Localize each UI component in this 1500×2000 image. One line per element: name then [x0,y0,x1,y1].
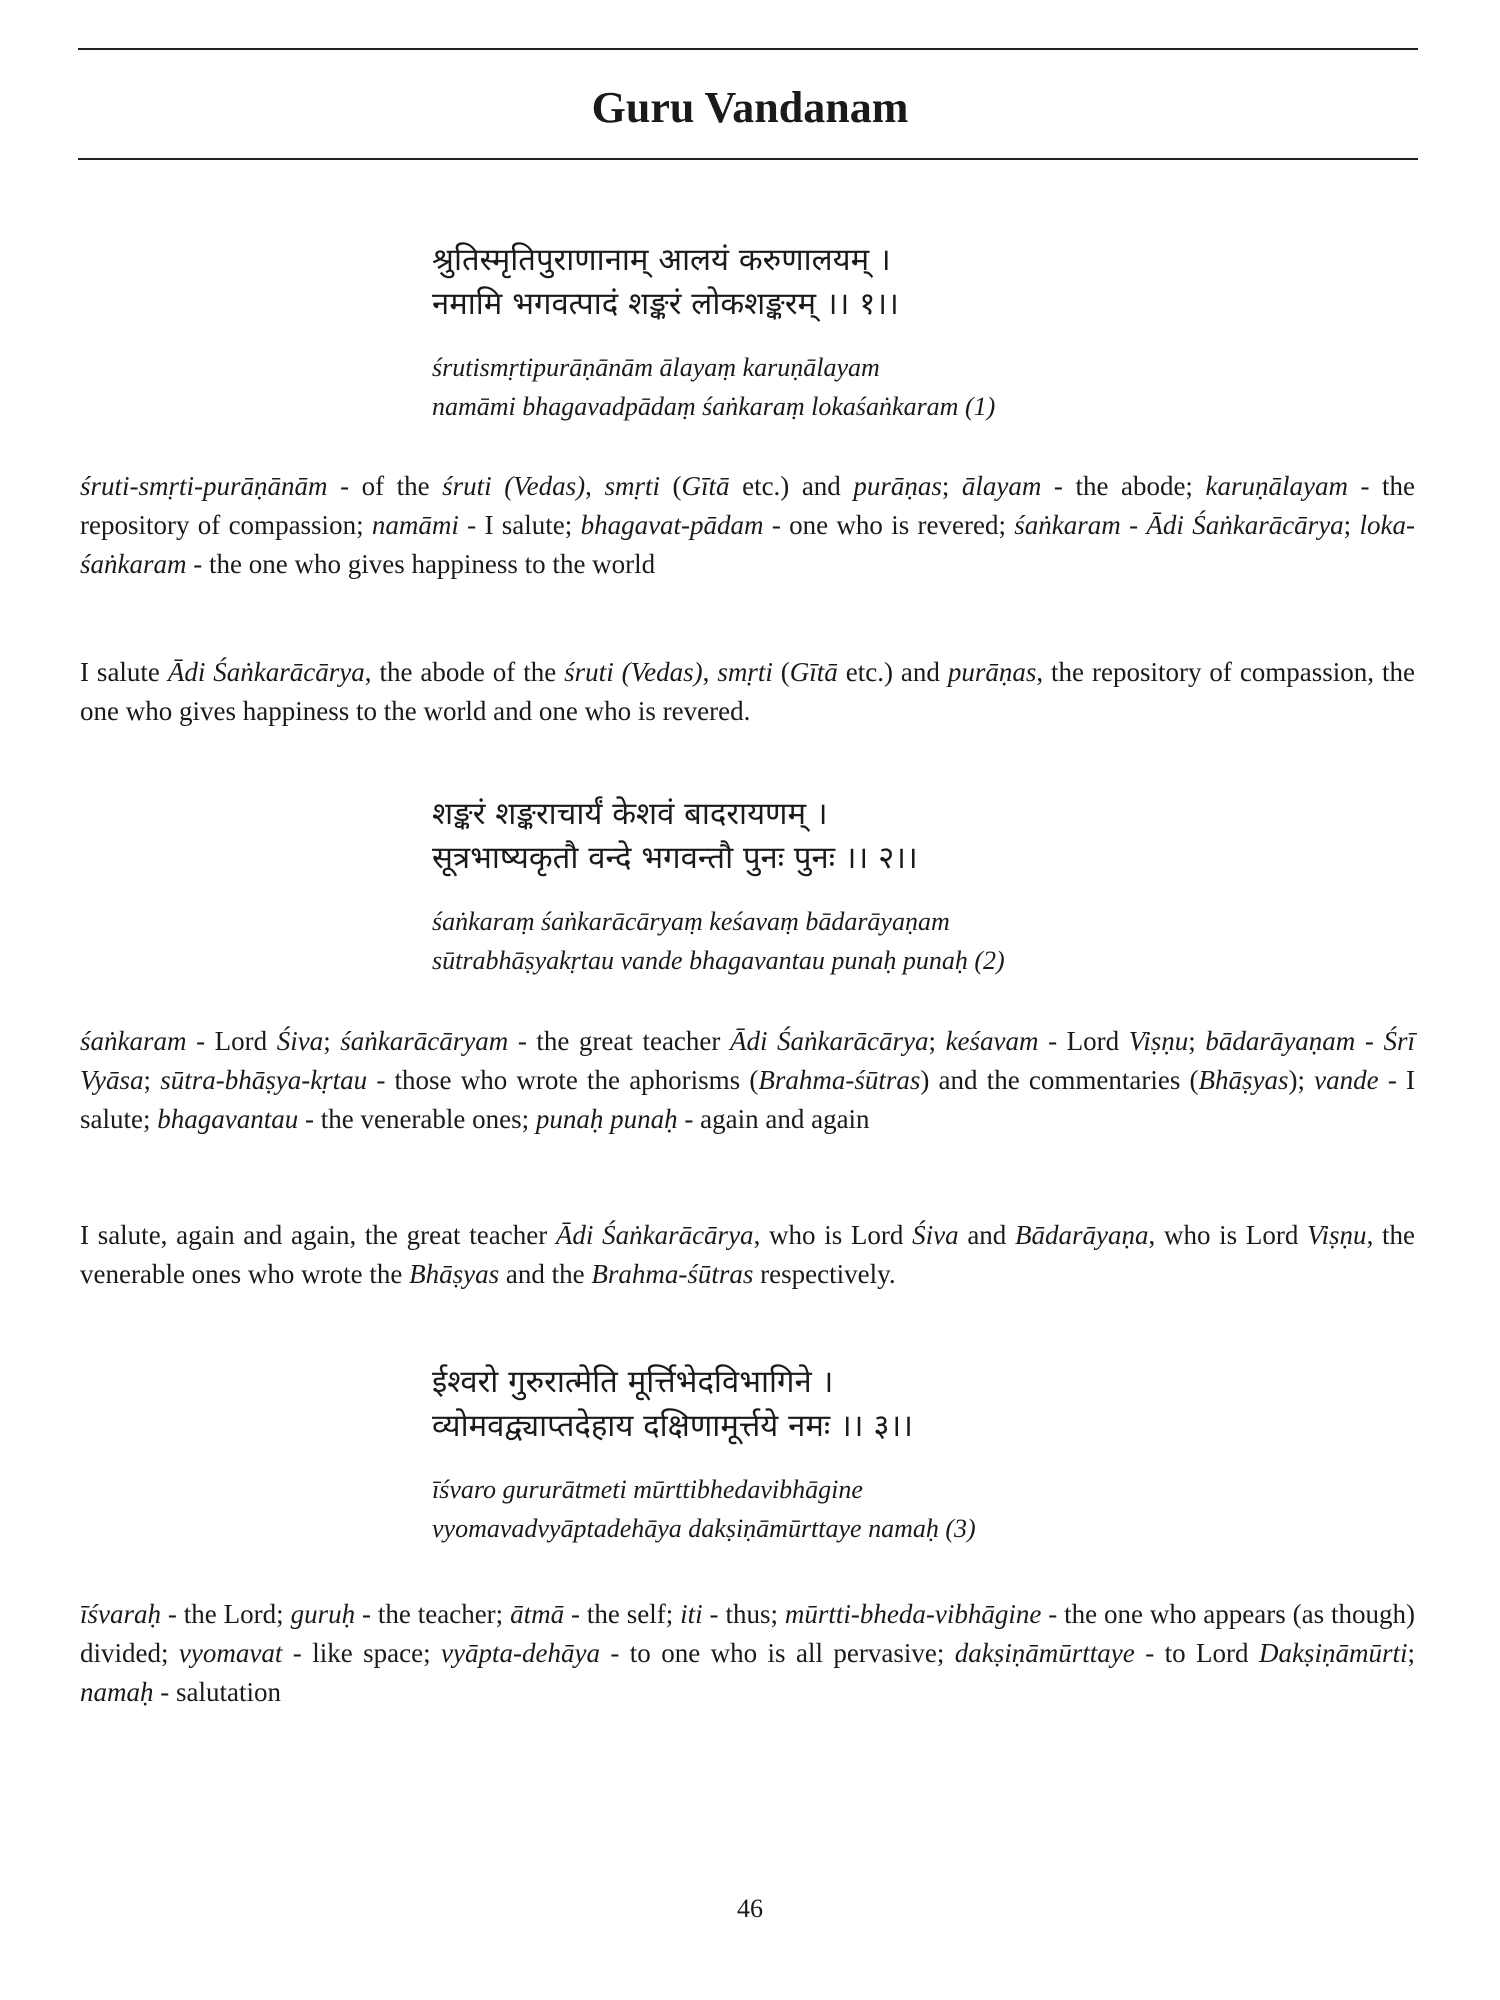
gloss2-segment: ; [928,1026,946,1056]
verse-3-devanagari-line-2: व्योमवद्व्याप्तदेहाय दक्षिणामूर्त्तये नमः ।। ३।। [432,1408,913,1444]
gloss1-segment: - the abode; [1041,471,1206,501]
verse-2-transliteration-line-2: sūtrabhāṣyakṛtau vande bhagavantau punaḥ punaḥ (2) [432,946,1005,975]
trans2-segment: Viṣṇu [1307,1220,1367,1250]
trans1-segment: , the abode of the [364,657,565,687]
trans2-segment: Ādi Śaṅkarācārya [555,1220,754,1250]
page-number: 46 [737,1894,763,1923]
gloss1-segment: - one who is revered; [763,510,1015,540]
verse-1-transliteration-line-1: śrutismṛtipurāṇānām ālayaṃ karuṇālayam [432,353,880,382]
gloss1-segment: Gītā [681,471,730,501]
trans1-segment: purāṇas [947,657,1037,687]
verse-2-devanagari-line-1: शङ्करं शङ्कराचार्यं केशवं बादरायणम् । [432,796,828,832]
gloss1-segment: etc.) and [729,471,854,501]
trans2-segment: Śiva [912,1220,959,1250]
trans1-segment: I salute [80,657,168,687]
gloss1-segment: - the repository of compassion; [80,471,1415,540]
translation-2 [80,1216,1415,1294]
verse-3-transliteration-line-2: vyomavadvyāptadehāya dakṣiṇāmūrttaye namaḥ (3) [432,1514,976,1543]
verse-3-devanagari-line-1: ईश्वरो गुरुरात्मेति मूर्त्तिभेदविभागिने । [432,1364,834,1400]
gloss3-segment: - the one who appears (as though) divided; [80,1599,1415,1668]
gloss1-segment: karuṇālayam [1205,471,1348,501]
gloss3-segment: iti [680,1599,703,1629]
trans2-segment: Brahma-śūtras [591,1259,754,1289]
trans2-segment: , the venerable ones who wrote the [80,1220,1416,1289]
gloss1-segment: - I salute; [458,510,581,540]
gloss1-segment: - the one who gives happiness to the world [186,549,656,579]
gloss2-segment: - I salute; [80,1065,1415,1134]
verse-1-devanagari-line-1: श्रुतिस्मृतिपुराणानाम् आलयं करुणालयम् । [432,242,891,278]
gloss2-segment: śaṅkarācāryam [340,1026,509,1056]
gloss1-segment: - of the [327,471,443,501]
gloss1-segment: namāmi [371,510,459,540]
trans1-segment: Ādi Śaṅkarācārya [167,657,365,687]
verse-1 [432,238,1432,426]
gloss2-segment: - Lord [186,1026,277,1056]
gloss1-segment: purāṇas [853,471,942,501]
gloss-1 [80,467,1415,584]
gloss3-segment: - like space; [282,1638,442,1668]
gloss2-segment: bādarāyaṇam [1205,1026,1356,1056]
gloss1-segment: smṛti [604,471,660,501]
gloss2-segment: ; [143,1065,161,1095]
gloss2-segment: ; [1188,1026,1206,1056]
gloss2-segment: keśavam [945,1026,1039,1056]
gloss1-segment: loka-śaṅkaram [80,510,1415,579]
gloss2-segment: sūtra-bhāṣya-kṛtau [160,1065,368,1095]
gloss3-segment: - the Lord; [161,1599,291,1629]
gloss1-segment: , [585,471,605,501]
gloss2-segment: - the great teacher [508,1026,730,1056]
trans2-segment: Bādarāyaṇa [1015,1220,1149,1250]
gloss3-segment: ātmā [510,1599,565,1629]
gloss2-segment: śaṅkaram [80,1026,187,1056]
trans2-segment: and [958,1220,1016,1250]
gloss3-segment: vyāpta-dehāya [441,1638,600,1668]
trans1-segment: , the repository of compassion, the one who gives happiness to the world and one who is revered. [80,657,1415,726]
trans1-segment: etc.) and [837,657,948,687]
title-underline-rule [78,158,1418,160]
gloss1-segment: Ādi Śaṅkarācārya [1146,510,1344,540]
gloss2-segment: ) and the commentaries ( [920,1065,1199,1095]
gloss1-segment: bhagavat-pādam [580,510,764,540]
gloss2-segment: - Lord [1038,1026,1129,1056]
gloss3-segment: mūrtti-bheda-vibhāgine [784,1599,1042,1629]
gloss2-segment: - again and again [677,1104,870,1134]
verse-2-devanagari-line-2: सूत्रभाष्यकृतौ वन्दे भगवन्तौ पुनः पुनः ।। २।। [432,840,918,876]
trans1-segment: , [702,657,718,687]
gloss-2 [80,1022,1415,1139]
trans2-segment: and the [499,1259,592,1289]
verse-1-transliteration-line-2: namāmi bhagavadpādaṃ śaṅkaraṃ lokaśaṅkaram (1) [432,392,996,421]
gloss2-segment: ); [1288,1065,1315,1095]
trans1-segment: smṛti [717,657,773,687]
gloss1-segment: śruti (Vedas) [442,471,586,501]
trans2-segment: respectively. [753,1259,896,1289]
gloss3-segment: - salutation [153,1677,281,1707]
trans2-segment: I salute, again and again, the great teacher [80,1220,556,1250]
gloss3-segment: guruḥ [290,1599,356,1629]
verse-2 [432,792,1432,980]
trans1-segment: Gītā [789,657,838,687]
trans1-segment: śruti (Vedas) [564,657,703,687]
gloss1-segment: ; [941,471,962,501]
gloss2-segment: Ādi Śaṅkarācārya [729,1026,929,1056]
trans1-segment: ( [772,657,790,687]
gloss3-segment: vyomavat [178,1638,283,1668]
gloss3-segment: - the teacher; [355,1599,511,1629]
gloss1-segment: ( [660,471,682,501]
gloss3-segment: Dakṣiṇāmūrti [1258,1638,1408,1668]
gloss3-segment: - to Lord [1134,1638,1259,1668]
gloss1-segment: śaṅkaram [1014,510,1121,540]
gloss2-segment: vande [1314,1065,1379,1095]
gloss2-segment: Brahma-śūtras [758,1065,921,1095]
gloss3-segment: namaḥ [80,1677,154,1707]
verse-2-transliteration-line-1: śaṅkaraṃ śaṅkarācāryaṃ keśavaṃ bādarāyaṇam [432,907,950,936]
gloss1-segment: - [1120,510,1147,540]
verse-3 [432,1360,1432,1548]
gloss2-segment: Śiva [276,1026,324,1056]
gloss2-segment: - the venerable ones; [298,1104,536,1134]
gloss3-segment: īśvaraḥ [80,1599,161,1629]
gloss2-segment: punaḥ punaḥ [535,1104,678,1134]
gloss1-segment: ; [1343,510,1360,540]
trans2-segment: , who is Lord [1148,1220,1308,1250]
gloss3-segment: dakṣiṇāmūrttaye [954,1638,1135,1668]
trans2-segment: , who is Lord [753,1220,913,1250]
gloss2-segment: Śrī Vyāsa [80,1026,1415,1095]
top-rule [78,48,1418,50]
gloss3-segment: ; [1407,1638,1415,1668]
gloss2-segment: - [1355,1026,1384,1056]
verse-1-devanagari-line-2: नमामि भगवत्पादं शङ्करं लोकशङ्करम् ।। १।। [432,286,899,322]
gloss2-segment: ; [323,1026,341,1056]
gloss2-segment: - those who wrote the aphorisms ( [367,1065,759,1095]
gloss2-segment: Viṣṇu [1128,1026,1189,1056]
gloss3-segment: - to one who is all pervasive; [599,1638,955,1668]
translation-1 [80,653,1415,731]
verse-3-transliteration-line-1: īśvaro gururātmeti mūrttibhedavibhāgine [432,1475,863,1504]
page-title: Guru Vandanam [591,83,909,132]
gloss3-segment: - thus; [702,1599,785,1629]
gloss1-segment: ālayam [961,471,1042,501]
trans2-segment: Bhāṣyas [409,1259,500,1289]
gloss-3 [80,1595,1415,1712]
gloss3-segment: - the self; [564,1599,681,1629]
gloss1-segment: śruti-smṛti-purāṇānām [80,471,328,501]
gloss2-segment: Bhāṣyas [1198,1065,1289,1095]
gloss2-segment: bhagavantau [157,1104,299,1134]
